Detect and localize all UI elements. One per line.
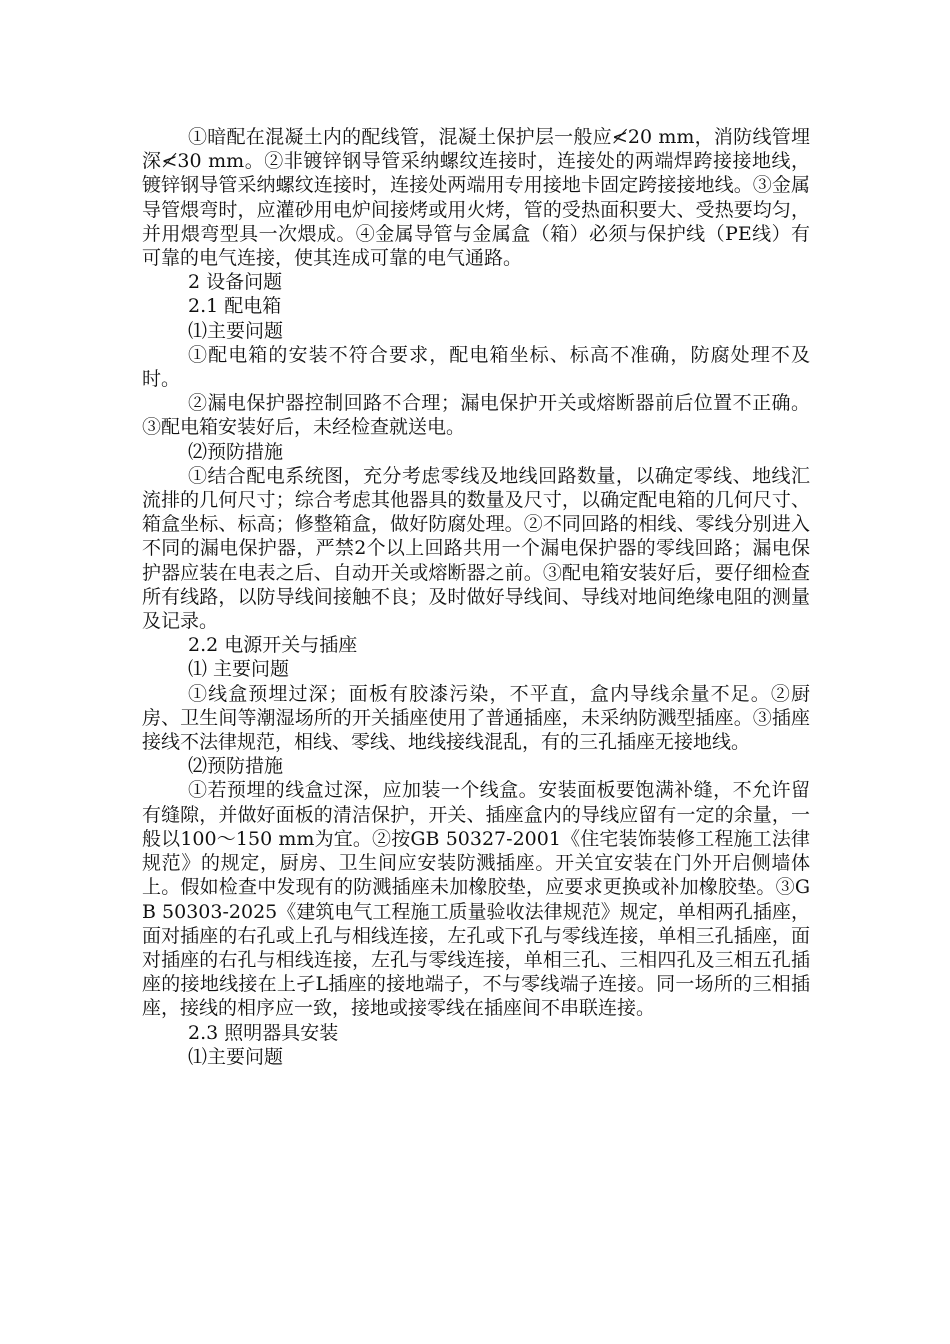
paragraph-box-prevention: ①结合配电系统图，充分考虑零线及地线回路数量，以确定零线、地线汇流排的几何尺寸；综合考虑其他器具的数量及尺寸，以确定配电箱的几何尺寸、箱盒坐标、标高；修整箱盒，做好防腐处理。②不同回路的相线、零线分别进入不同的漏电保护器，严禁2个以上回路共用一个漏电保护器的零线回路；漏电保护器应装在电表之后、自动开关或熔断器之前。③配电箱安装好后，要仔细检查所有线路，以防导线间接触不良；及时做好导线间、导线对地间绝缘电阻的测量及记录。: [142, 464, 810, 633]
paragraph-socket-problems: ①线盒预埋过深；面板有胶漆污染，不平直，盒内导线余量不足。②厨房、卫生间等潮湿场所的开关插座使用了普通插座，未采纳防溅型插座。③插座接线不法律规范，相线、零线、地线接线混乱，有的三孔插座无接地线。: [142, 682, 810, 754]
document-body: [142, 125, 810, 1069]
section-heading-equipment-issues: 2 设备问题: [188, 271, 283, 294]
subsection-heading-switches-sockets: 2.2 电源开关与插座: [188, 634, 358, 657]
item-heading-main-problems-3: ⑴主要问题: [188, 1045, 284, 1068]
item-heading-prevention-measures: ⑵预防措施: [188, 440, 284, 463]
paragraph-conduit-requirements: ①暗配在混凝土内的配线管，混凝土保护层一般应≮20 mm，消防线管埋深≮30 mm。②非镀锌钢导管采纳螺纹连接时，连接处的两端焊跨接接地线，镀锌钢导管采纳螺纹连接时，连接处两端用专用接地卡固定跨接接地线。③金属导管煨弯时，应灌砂用电炉间接烤或用火烤，管的受热面积要大、受热要均匀，并用煨弯型具一次煨成。④金属导管与金属盒（箱）必须与保护线（PE线）有可靠的电气连接，使其连成可靠的电气通路。: [142, 126, 810, 270]
paragraph-leakage-protector-problem: ②漏电保护器控制回路不合理；漏电保护开关或熔断器前后位置不正确。③配电箱安装好后，未经检查就送电。: [142, 392, 810, 439]
item-heading-main-problems-2: ⑴ 主要问题: [188, 658, 290, 681]
subsection-heading-distribution-box: 2.1 配电箱: [188, 295, 282, 318]
paragraph-box-installation-problem: ①配电箱的安装不符合要求，配电箱坐标、标高不准确，防腐处理不及时。: [142, 343, 810, 391]
item-heading-prevention-measures-2: ⑵预防措施: [188, 755, 284, 778]
item-heading-main-problems: ⑴主要问题: [188, 319, 284, 342]
paragraph-socket-prevention: ①若预埋的线盒过深，应加装一个线盒。安装面板要饱满补缝，不允许留有缝隙，并做好面板的清洁保护，开关、插座盒内的导线应留有一定的余量，一般以100～150 mm为宜。②按GB 50327-2001《住宅装饰装修工程施工法律规范》的规定，厨房、卫生间应安装防溅插座。开关宜安装在门外开启侧墙体上。假如检查中发现有的防溅插座未加橡胶垫，应要求更换或补加橡胶垫。③GB 50303-2025《建筑电气工程施工质量验收法律规范》规定，单相两孔插座，面对插座的右孔或上孔与相线连接，左孔或下孔与零线连接，单相三孔插座，面对插座的右孔与相线连接，左孔与零线连接，单相三孔、三相四孔及三相五孔插座的接地线接在上孑L插座的接地端子，不与零线端子连接。同一场所的三相插座，接线的相序应一致，接地或接零线在插座间不串联连接。: [142, 779, 810, 1020]
subsection-heading-lighting-installation: 2.3 照明器具安装: [188, 1021, 339, 1044]
